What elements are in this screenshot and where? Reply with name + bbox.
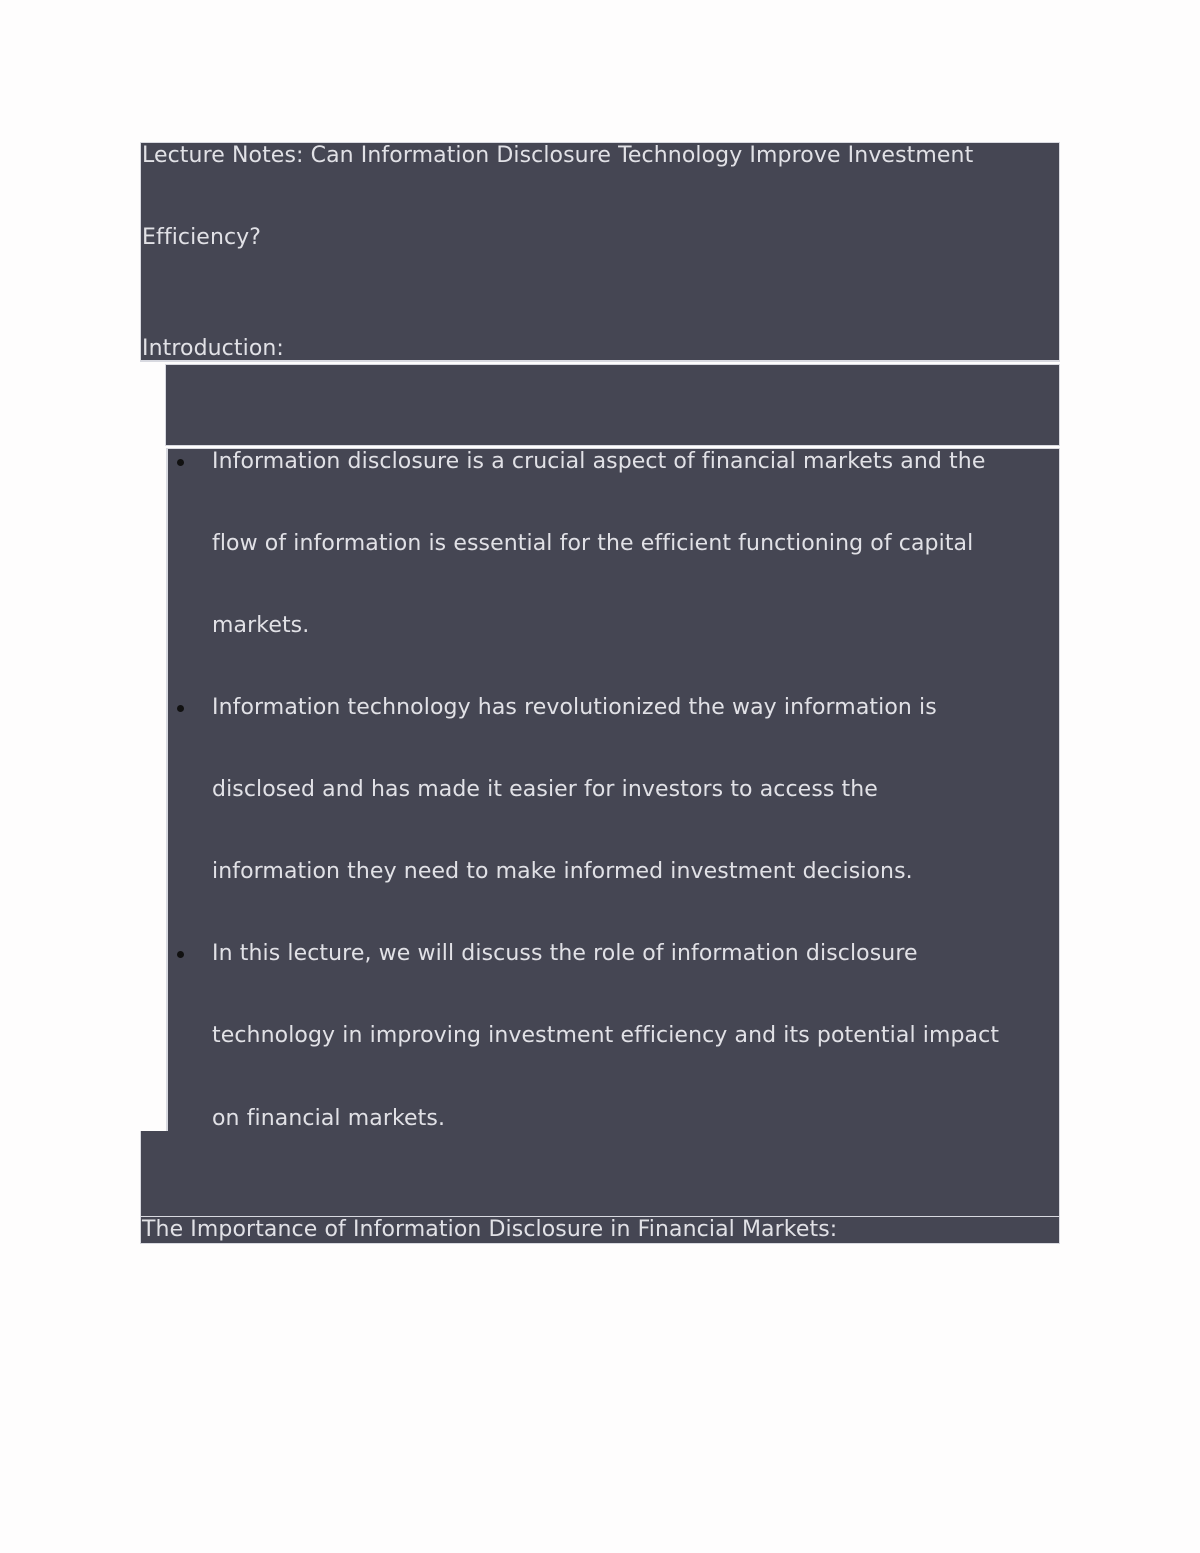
empty-highlight-block [165, 364, 1060, 446]
list-item-line: disclosed and has made it easier for investors to access the [212, 777, 878, 802]
list-item-line: Information technology has revolutionized the way information is [212, 695, 937, 720]
intro-heading: Introduction: [142, 336, 284, 361]
list-item-line: information they need to make informed investment decisions. [212, 859, 913, 884]
document-title-line-2: Efficiency? [142, 225, 262, 250]
document-title-line-1: Lecture Notes: Can Information Disclosure Technology Improve Investment [142, 143, 974, 168]
title-highlight-block [140, 142, 1060, 362]
list-item-line: on financial markets. [212, 1106, 446, 1131]
bullet-icon [177, 459, 184, 466]
list-item-line: flow of information is essential for the efficient functioning of capital [212, 531, 974, 556]
list-item-line: technology in improving investment efficiency and its potential impact [212, 1023, 1000, 1048]
bullet-icon [177, 705, 184, 712]
list-item-line: Information disclosure is a crucial aspect of financial markets and the [212, 449, 986, 474]
list-item-line: In this lecture, we will discuss the role of information disclosure [212, 941, 918, 966]
bullet-icon [177, 951, 184, 958]
section-heading: The Importance of Information Disclosure in Financial Markets: [142, 1217, 838, 1242]
empty-highlight-block [140, 1131, 1060, 1217]
list-item-line: markets. [212, 613, 310, 638]
